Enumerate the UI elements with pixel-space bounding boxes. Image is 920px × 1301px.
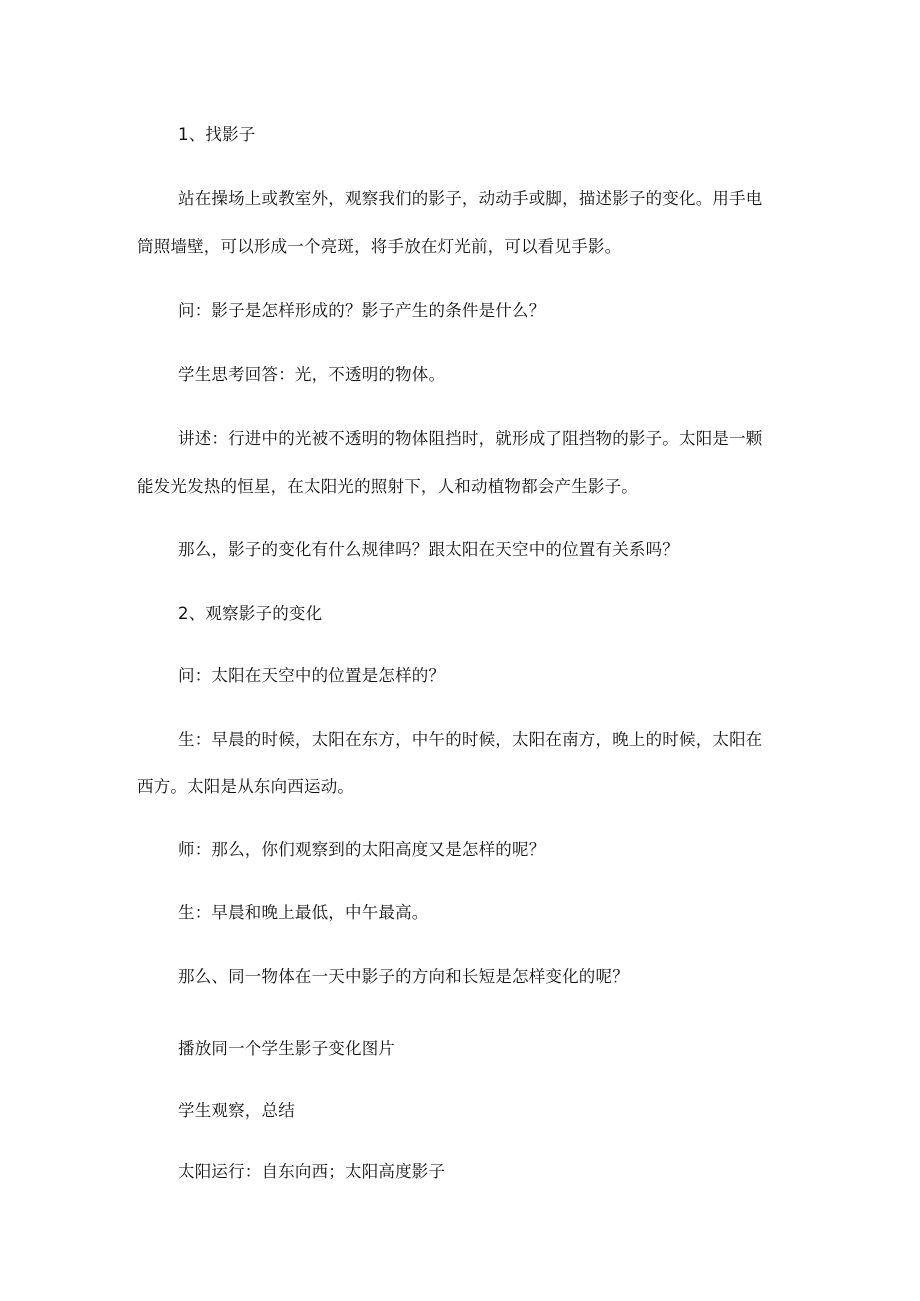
paragraph-line: 播放同一个学生影子变化图片	[178, 1039, 396, 1058]
paragraph-line: 站在操场上或教室外，观察我们的影子，动动手或脚，描述影子的变化。用手电	[178, 189, 763, 208]
section-heading-find-shadow: 1、找影子	[178, 125, 256, 144]
paragraph-line: 师：那么，你们观察到的太阳高度又是怎样的呢？	[178, 840, 546, 859]
paragraph-line: 太阳运行：自东向西；太阳高度影子	[178, 1162, 446, 1181]
paragraph-line: 学生思考回答：光，不透明的物体。	[178, 365, 446, 384]
paragraph-line: 那么，影子的变化有什么规律吗？跟太阳在天空中的位置有关系吗？	[178, 540, 679, 559]
paragraph-line: 生：早晨的时候，太阳在东方，中午的时候，太阳在南方，晚上的时候，太阳在	[178, 730, 763, 749]
paragraph-line: 筒照墙壁，可以形成一个亮斑，将手放在灯光前，可以看见手影。	[137, 237, 622, 256]
paragraph-line: 那么、同一物体在一天中影子的方向和长短是怎样变化的呢？	[178, 967, 629, 986]
section-heading-observe-shadow: 2、观察影子的变化	[178, 604, 323, 623]
paragraph-line: 生：早晨和晚上最低，中午最高。	[178, 903, 429, 922]
paragraph-line: 问：影子是怎样形成的？影子产生的条件是什么？	[178, 301, 546, 320]
paragraph-line: 西方。太阳是从东向西运动。	[137, 777, 355, 796]
paragraph-line: 能发光发热的恒星，在太阳光的照射下，人和动植物都会产生影子。	[137, 477, 638, 496]
paragraph-line: 讲述：行进中的光被不透明的物体阻挡时，就形成了阻挡物的影子。太阳是一颗	[178, 429, 763, 448]
paragraph-line: 问：太阳在天空中的位置是怎样的？	[178, 666, 446, 685]
paragraph-line: 学生观察，总结	[178, 1101, 295, 1120]
